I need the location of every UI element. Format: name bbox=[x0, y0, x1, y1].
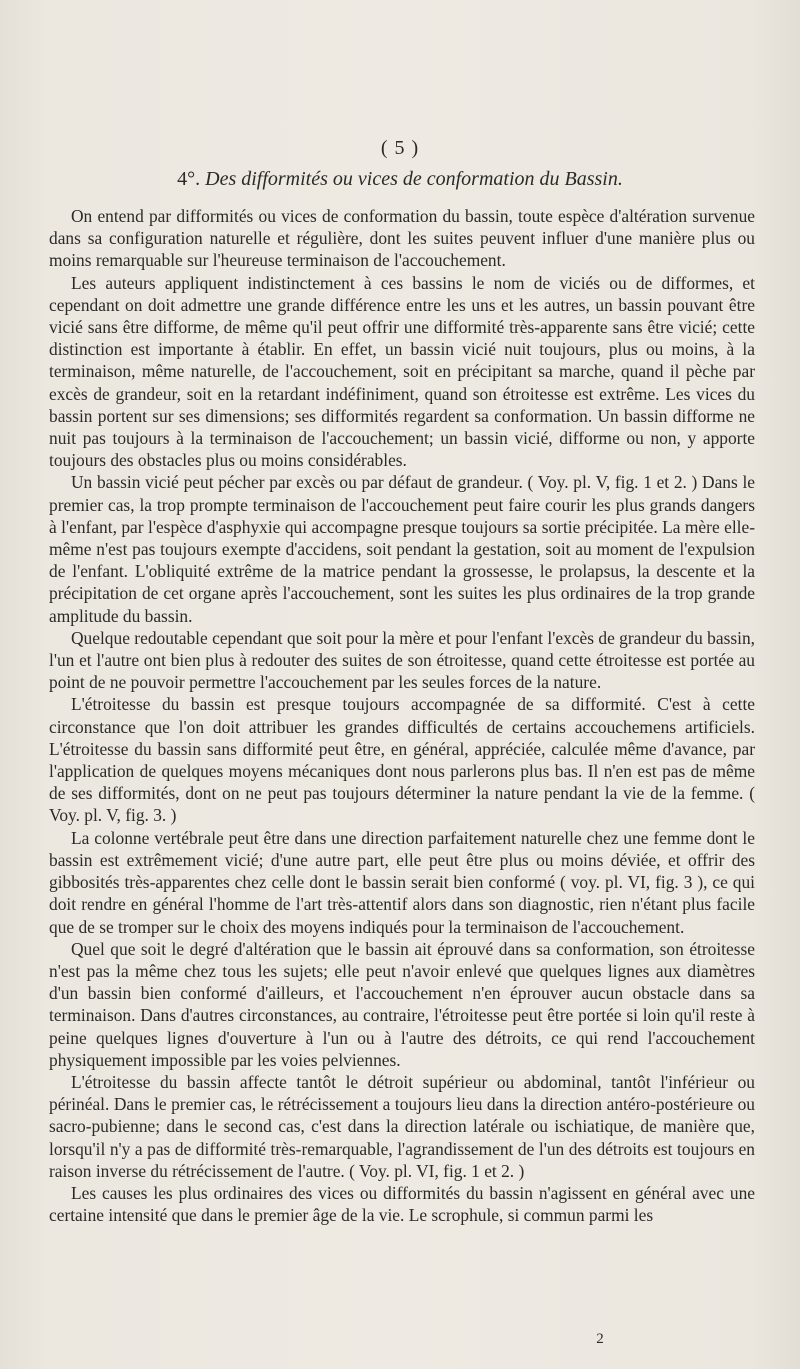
paragraph: Les causes les plus ordinaires des vices ou difformités du bassin n'agissent en général avec une certaine intensité que dans le premier âge de la vie. Le scrophule, si commun parmi les bbox=[49, 1182, 755, 1226]
body-text bbox=[49, 205, 755, 1226]
section-title: Des difformités ou vices de conformation du Bassin. bbox=[205, 168, 623, 190]
section-heading bbox=[0, 168, 800, 191]
signature-mark: 2 bbox=[596, 1331, 604, 1347]
paragraph: La colonne vertébrale peut être dans une direction parfaitement naturelle chez une femme dont le bassin est extrêmement vicié; d'une autre part, elle peut être plus ou moins déviée, et offrir des gibbosités très-apparentes chez celle dont le bassin serait bien conformé ( voy. pl. VI, fig. 3 ), ce qui doit rendre en général l'homme de l'art très-attentif alors dans son diagnostic, rien n'étant plus facile que de se tromper sur le choix des moyens indiqués pour la terminaison de l'accouchement. bbox=[49, 827, 755, 937]
page-number: ( 5 ) bbox=[380, 137, 420, 159]
paragraph: On entend par difformités ou vices de conformation du bassin, toute espèce d'altération survenue dans sa configuration naturelle et régulière, dont les suites peuvent influer d'une manière plus ou moins remarquable sur l'heureuse terminaison de l'accouchement. bbox=[49, 206, 755, 271]
paragraph: Un bassin vicié peut pécher par excès ou par défaut de grandeur. ( Voy. pl. V, fig. 1 et 2. ) Dans le premier cas, la trop prompte terminaison de l'accouchement peut faire courir les plus grands dangers à l'enfant, par l'espèce d'asphyxie qui accompagne presque toujours sa sortie précipitée. La mère elle-même n'est pas toujours exempte d'accidens, soit pendant la gestation, soit au moment de l'expulsion de l'enfant. L'obliquité extrême de la matrice pendant la grossesse, le prolapsus, la descente et la précipitation de cet organe après l'accouchement, sont les suites les plus ordinaires de la trop grande amplitude du bassin. bbox=[49, 472, 755, 626]
paragraph: Quel que soit le degré d'altération que le bassin ait éprouvé dans sa conformation, son étroitesse n'est pas la même chez tous les sujets; elle peut n'avoir enlevé que quelques lignes aux diamètres d'un bassin bien conformé d'ailleurs, et l'accouchement n'en éprouver aucun obstacle dans sa terminaison. Dans d'autres circonstances, au contraire, l'étroitesse peut être portée si loin qu'il reste à peine quelques lignes d'ouverture à l'un ou à l'autre des détroits, ce qui rend l'accouchement physiquement impossible par les voies pelviennes. bbox=[49, 938, 755, 1070]
paragraph: L'étroitesse du bassin est presque toujours accompagnée de sa difformité. C'est à cette circonstance que l'on doit attribuer les grandes difficultés de certains accouchemens artificiels. L'étroitesse du bassin sans difformité peut être, en général, appréciée, calculée même d'avance, par l'application de quelques moyens mécaniques dont nous parlerons plus bas. Il n'en est pas de même de ses difformités, dont on ne peut pas toujours déterminer la nature pendant la vie de la femme. ( Voy. pl. V, fig. 3. ) bbox=[49, 694, 755, 826]
paragraph: Quelque redoutable cependant que soit pour la mère et pour l'enfant l'excès de grandeur du bassin, l'un et l'autre ont bien plus à redouter des suites de son étroitesse, quand cette étroitesse est portée au point de ne pouvoir permettre l'accouchement par les seules forces de la nature. bbox=[49, 627, 755, 693]
paragraph: L'étroitesse du bassin affecte tantôt le détroit supérieur ou abdominal, tantôt l'inférieur ou périnéal. Dans le premier cas, le rétrécissement a toujours lieu dans la direction antéro-postérieure ou sacro-pubienne; dans le second cas, c'est dans la direction latérale ou ischiatique, de manière que, lorsqu'il n'y a pas de difformité très-remarquable, l'agrandissement de l'un des détroits est toujours en raison inverse du rétrécissement de l'autre. ( Voy. pl. VI, fig. 1 et 2. ) bbox=[49, 1071, 755, 1181]
paragraph: Les auteurs appliquent indistinctement à ces bassins le nom de viciés ou de difformes, et cependant on doit admettre une grande différence entre les uns et les autres, un bassin pouvant être vicié sans être difforme, de même qu'il peut offrir une difformité très-apparente sans être vicié; cette distinction est importante à établir. En effet, un bassin vicié nuit toujours, plus ou moins, à la terminaison, même naturelle, de l'accouchement, soit en précipitant sa marche, quand il pèche par excès de grandeur, soit en la retardant indéfiniment, quand son étroitesse est extrême. Les vices du bassin portent sur ses dimensions; ses difformités regardent sa conformation. Un bassin difforme ne nuit pas toujours à la terminaison de l'accouchement; un bassin vicié, difforme ou non, y apporte toujours des obstacles plus ou moins considérables. bbox=[49, 272, 755, 471]
section-number: 4°. bbox=[177, 168, 201, 190]
